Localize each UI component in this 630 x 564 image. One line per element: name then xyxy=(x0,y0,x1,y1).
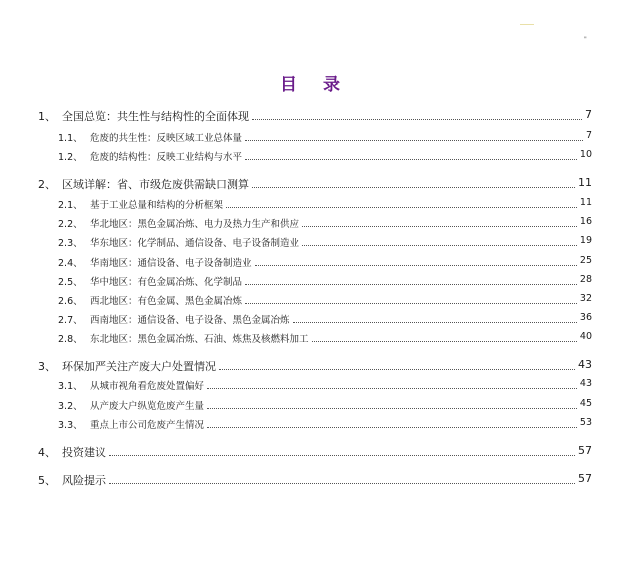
toc-leader-dots xyxy=(312,341,577,342)
toc-entry[interactable] xyxy=(0,108,630,124)
corner-mark: " xyxy=(584,36,587,43)
toc-entry-label: 东北地区：黑色金属冶炼、石油、炼焦及核燃料加工 xyxy=(90,334,309,345)
toc-entry[interactable] xyxy=(0,398,630,414)
toc-entry[interactable] xyxy=(0,130,630,146)
toc-leader-dots xyxy=(252,119,582,120)
toc-entry-number: 2.3、 xyxy=(58,238,83,249)
toc-entry-label: 重点上市公司危废产生情况 xyxy=(90,420,205,431)
page-title: 目 录 xyxy=(280,75,350,95)
toc-entry[interactable] xyxy=(0,176,630,192)
toc-entry-number: 3.3、 xyxy=(58,420,83,431)
toc-entry-page: 57 xyxy=(578,444,592,457)
toc-entry-number: 5、 xyxy=(38,474,56,487)
toc-leader-dots xyxy=(245,303,577,304)
toc-entry-label: 环保加严关注产废大户处置情况 xyxy=(62,360,216,373)
toc-entry-page: 25 xyxy=(579,255,592,266)
toc-entry-label: 危废的共生性：反映区域工业总体量 xyxy=(90,133,243,144)
toc-entry-page: 36 xyxy=(579,312,592,323)
toc-entry-label: 基于工业总量和结构的分析框架 xyxy=(90,200,224,211)
toc-entry-label: 华东地区：化学制品、通信设备、电子设备制造业 xyxy=(90,238,300,249)
toc-entry-number: 3.2、 xyxy=(58,401,83,412)
toc-entry-label: 从产废大户纵览危废产生量 xyxy=(90,401,205,412)
toc-leader-dots xyxy=(293,322,577,323)
toc-entry-label: 区域详解：省、市级危废供需缺口测算 xyxy=(62,178,249,191)
toc-entry-page: 32 xyxy=(579,293,592,304)
toc-entry-number: 3.1、 xyxy=(58,381,83,392)
toc-entry[interactable] xyxy=(0,472,630,488)
toc-entry-number: 2.6、 xyxy=(58,296,83,307)
toc-entry-number: 4、 xyxy=(38,446,56,459)
toc-entry-page: 10 xyxy=(579,149,592,160)
toc-entry[interactable] xyxy=(0,358,630,374)
toc-entry-page: 53 xyxy=(579,417,592,428)
toc-leader-dots xyxy=(207,408,577,409)
toc-entry-page: 7 xyxy=(585,130,592,141)
toc-entry-label: 华北地区：黑色金属冶炼、电力及热力生产和供应 xyxy=(90,219,300,230)
toc-entry-page: 19 xyxy=(579,235,592,246)
toc-entry-label: 投资建议 xyxy=(62,446,106,459)
toc-entry-label: 华南地区：通信设备、电子设备制造业 xyxy=(90,258,252,269)
toc-leader-dots xyxy=(207,427,577,428)
toc-leader-dots xyxy=(302,226,577,227)
toc-entry-page: 7 xyxy=(585,108,592,121)
toc-entry-page: 45 xyxy=(579,398,592,409)
toc-entry-label: 华中地区：有色金属冶炼、化学制品 xyxy=(90,277,243,288)
toc-leader-dots xyxy=(226,207,577,208)
toc-leader-dots xyxy=(245,284,577,285)
toc-entry-number: 2、 xyxy=(38,178,56,191)
toc-entry-page: 11 xyxy=(579,197,592,208)
toc-leader-dots xyxy=(245,159,577,160)
toc-entry-number: 2.1、 xyxy=(58,200,83,211)
toc-entry[interactable] xyxy=(0,235,630,251)
toc-entry-page: 43 xyxy=(578,358,592,371)
header-rule xyxy=(520,24,534,25)
toc-entry-page: 57 xyxy=(578,472,592,485)
toc-leader-dots xyxy=(219,369,575,370)
toc-entry-page: 43 xyxy=(579,378,592,389)
toc-entry[interactable] xyxy=(0,378,630,394)
toc-leader-dots xyxy=(245,140,583,141)
toc-entry-number: 1.1、 xyxy=(58,133,83,144)
toc-entry[interactable] xyxy=(0,331,630,347)
toc-entry-label: 西北地区：有色金属、黑色金属冶炼 xyxy=(90,296,243,307)
toc-entry[interactable] xyxy=(0,255,630,271)
toc-entry[interactable] xyxy=(0,312,630,328)
toc-entry[interactable] xyxy=(0,197,630,213)
toc-entry-page: 28 xyxy=(579,274,592,285)
toc-entry-number: 1.2、 xyxy=(58,152,83,163)
toc-entry-number: 2.2、 xyxy=(58,219,83,230)
toc-entry[interactable] xyxy=(0,274,630,290)
toc-entry[interactable] xyxy=(0,216,630,232)
toc-entry-number: 2.8、 xyxy=(58,334,83,345)
toc-entry-label: 风险提示 xyxy=(62,474,106,487)
toc-entry-number: 2.7、 xyxy=(58,315,83,326)
toc-entry-number: 3、 xyxy=(38,360,56,373)
toc-entry-label: 从城市视角看危废处置偏好 xyxy=(90,381,205,392)
toc-entry-page: 11 xyxy=(578,176,592,189)
toc-leader-dots xyxy=(255,265,577,266)
toc-leader-dots xyxy=(109,483,575,484)
toc-entry-label: 全国总览：共生性与结构性的全面体现 xyxy=(62,110,249,123)
toc-entry-number: 2.5、 xyxy=(58,277,83,288)
toc-entry-number: 2.4、 xyxy=(58,258,83,269)
toc-entry[interactable] xyxy=(0,293,630,309)
toc-entry[interactable] xyxy=(0,417,630,433)
toc-leader-dots xyxy=(252,187,575,188)
toc-leader-dots xyxy=(109,455,575,456)
toc-entry-label: 西南地区：通信设备、电子设备、黑色金属冶炼 xyxy=(90,315,290,326)
toc-entry-page: 16 xyxy=(579,216,592,227)
toc-entry[interactable] xyxy=(0,444,630,460)
toc-entry[interactable] xyxy=(0,149,630,165)
toc-leader-dots xyxy=(302,245,577,246)
toc-leader-dots xyxy=(207,388,577,389)
toc-entry-number: 1、 xyxy=(38,110,56,123)
toc-entry-page: 40 xyxy=(579,331,592,342)
toc-entry-label: 危废的结构性：反映工业结构与水平 xyxy=(90,152,243,163)
